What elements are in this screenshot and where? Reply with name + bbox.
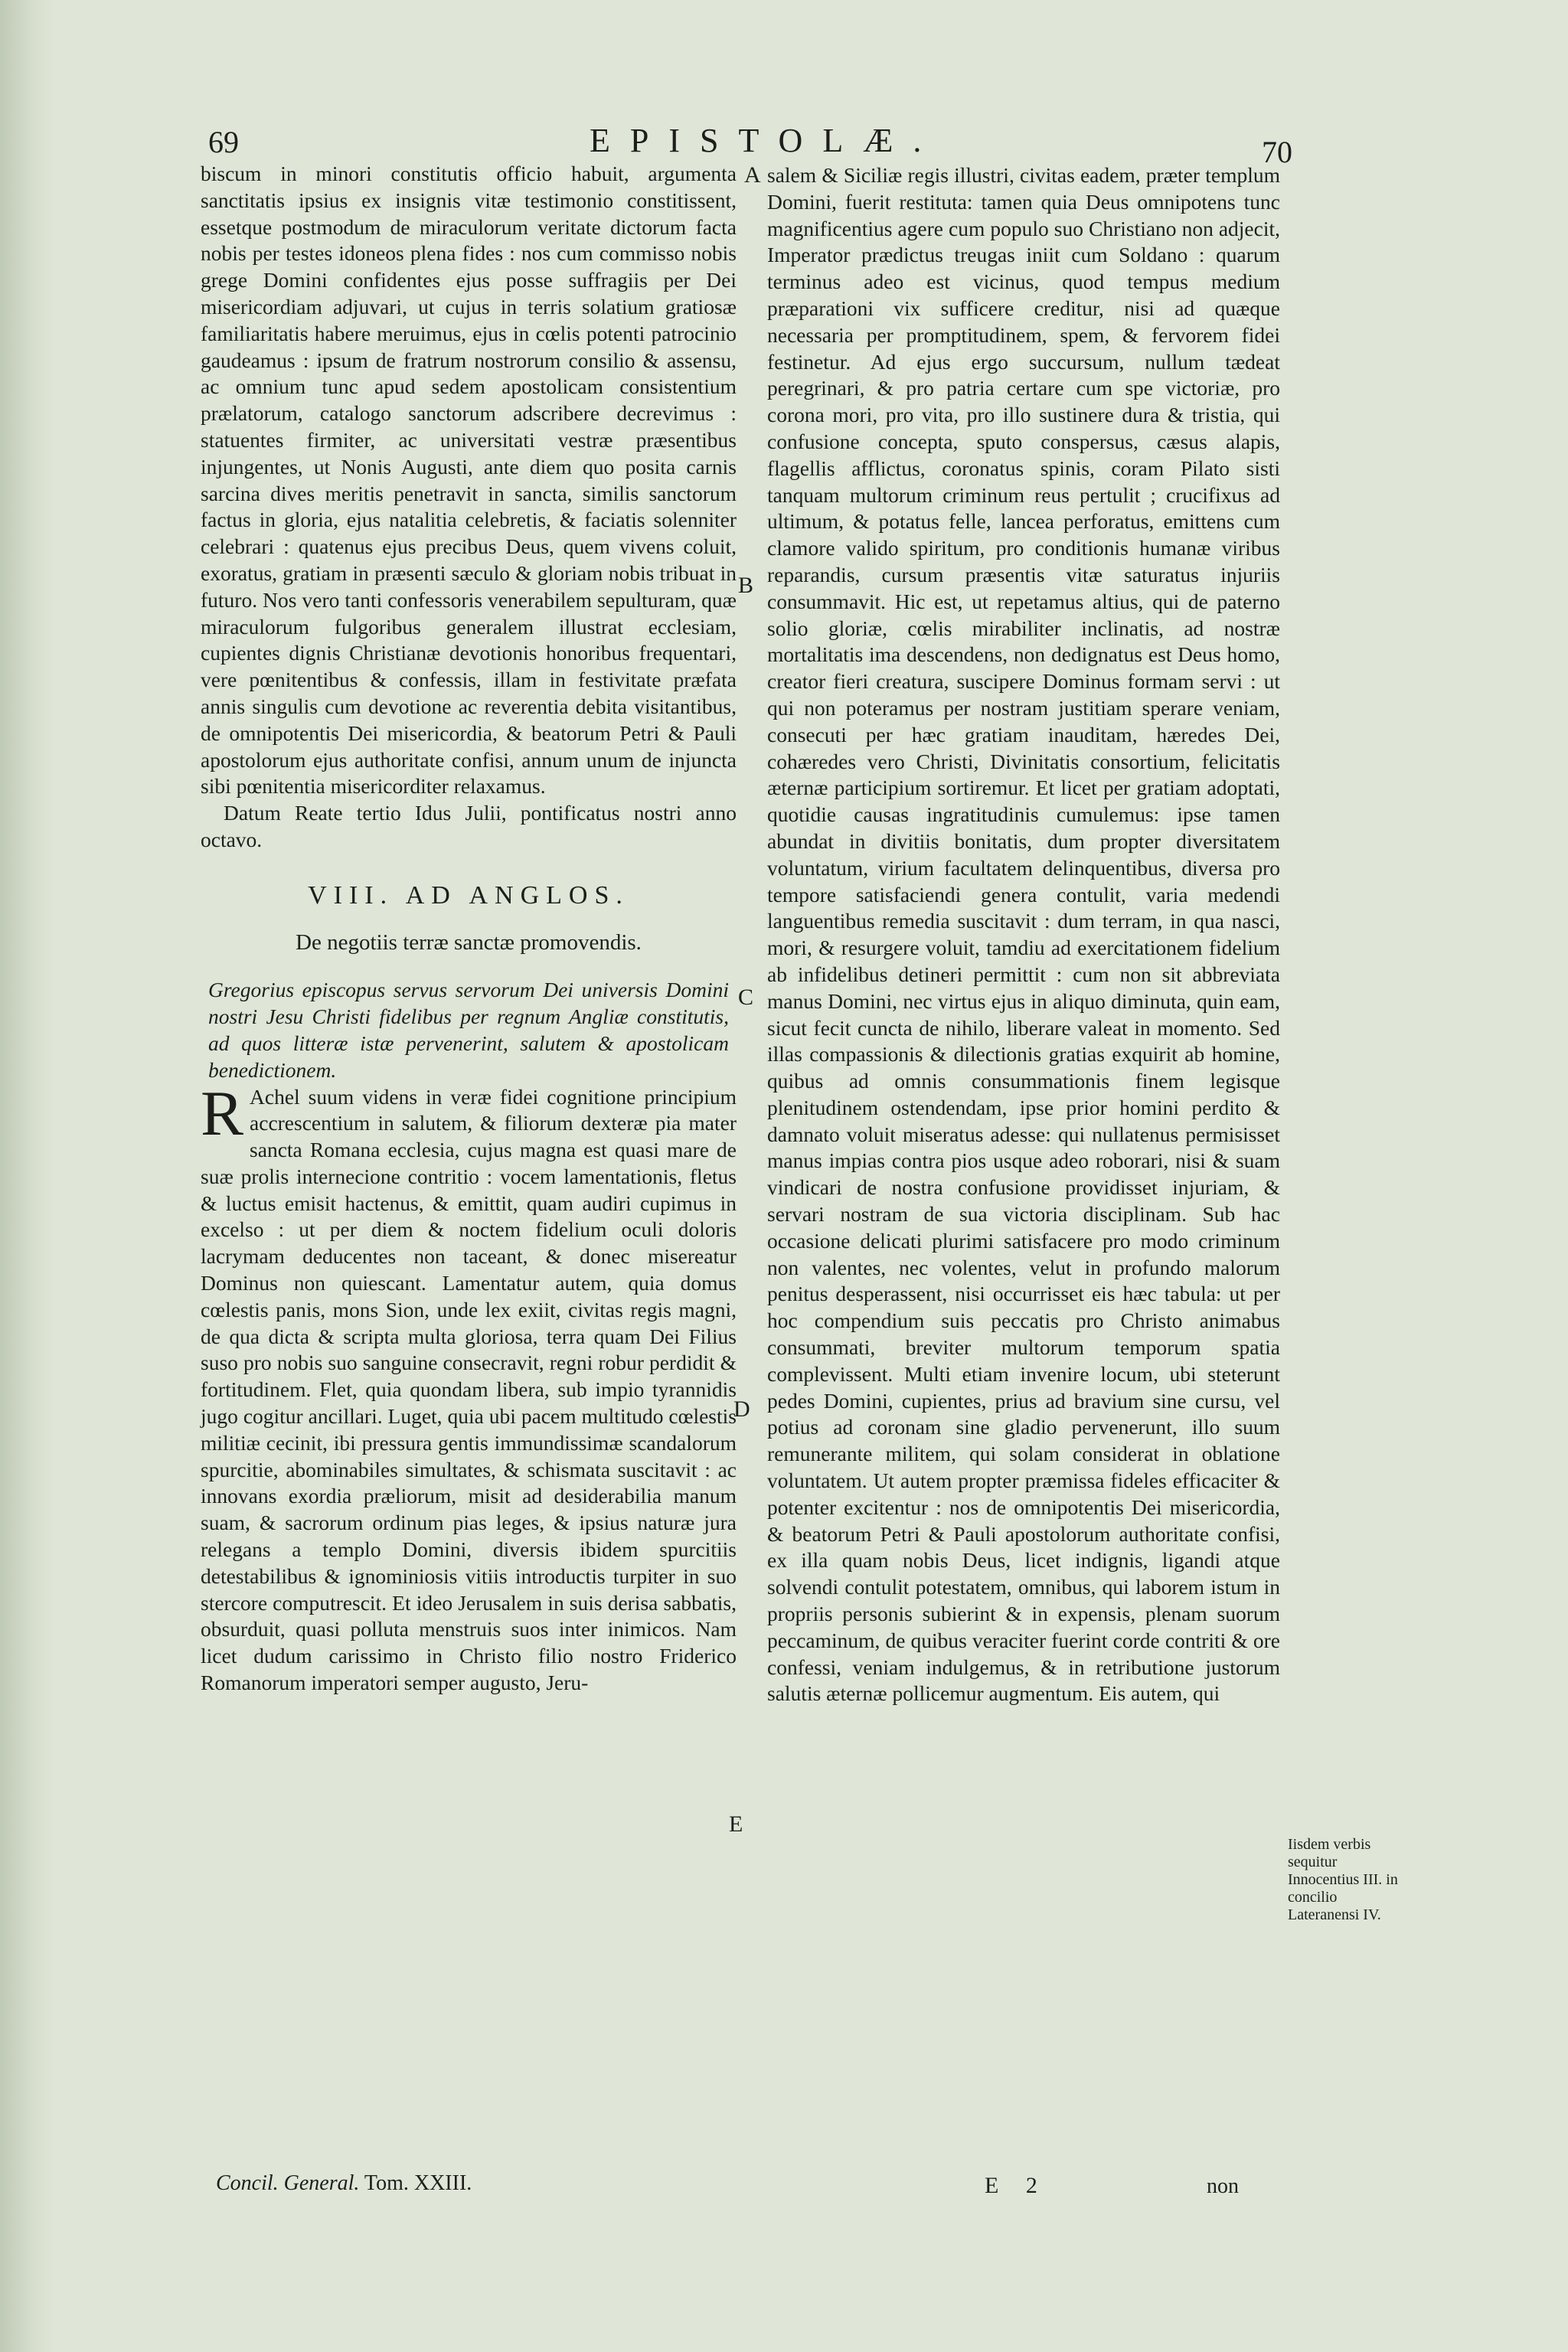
signature-mark: E 2 xyxy=(985,2173,1048,2198)
article-subheading: De negotiis terræ sanctæ promovendis. xyxy=(296,929,642,955)
footer-concil: Concil. General. xyxy=(216,2171,360,2195)
right-column xyxy=(767,162,1280,1707)
footer-tom: Tom. XXIII. xyxy=(364,2171,472,2195)
section-mark-a: A xyxy=(744,162,761,188)
section-mark-d: D xyxy=(733,1396,750,1422)
page-number-right: 70 xyxy=(1262,135,1292,169)
page-number-left: 69 xyxy=(208,125,239,159)
section-mark-c: C xyxy=(738,985,754,1010)
page-binding-shadow xyxy=(0,0,54,2352)
left-column-paragraph: biscum in minori constitutis officio habuit, argumenta sanctitatis ipsius ex insignis vitæ testimonio constitissent, essetque postmodum de miraculorum veritate dictorum facta nobis per testes idoneos plena fides : nos cum commisso nobis grege Domini confidentes ejus posse suffragiis per Dei misericordiam adjuvari, ut cujus in terris solatium gratiosæ familiaritatis habere meruimus, ejus in cœlis potenti patrocinio gaudeamus : ipsum de fratrum nostrorum consilio & assensu, ac omnium tunc apud sedem apostolicam consistentium prælatorum, catalogo sanctorum adscribere decrevimus : statuentes firmiter, ac universitati vestræ præsentibus injungentes, ut Nonis Augusti, ante diem quo posita carnis sarcina dives meritis penetravit in sancta, similis sanctorum factus in gloria, ejus natalitia celebretis, & faciatis solenniter celebrari : quatenus ejus precibus Deus, quem vivens coluit, exoratus, gratiam in præsenti sæculo & gloriam nobis tribuat in futuro. Nos vero tanti confessoris venerabilem sepulturam, quæ miraculorum fulgoribus generalem illustrat ecclesiam, cupientes dignis Christianæ devotionis honoribus frequentari, vere pœnitentibus & confessis, illam in festivitate præfata annis singulis cum devotione ac reverentia debita visitantibus, de omnipotentis Dei misericordia, & beatorum Petri & Pauli apostolorum ejus authoritate confisi, annum unum de injuncta sibi pœnitentia misericorditer relaxamus. xyxy=(201,162,737,799)
catchword: non xyxy=(1207,2174,1239,2198)
margin-note: Iisdem verbis sequitur Innocentius III. in concilio Lateranensi IV. xyxy=(1288,1836,1398,1923)
right-column-text: salem & Siciliæ regis illustri, civitas eadem, præter templum Domini, fuerit restituta: tamen quia Deus omnipotens tunc magnificentius agere cum populo suo Christiano non adjecit, Imperator prædictus treugas iniit cum Soldano : quarum terminus adeo est vicinus, quod tempus medium præparationi vix sufficere creditur, nisi ad quæque necessaria per promptitudinem, spem, & fervorem fidei festinetur. Ad ejus ergo succursum, nullum tædeat peregrinari, & pro patria certare cum spe victoriæ, pro corona mori, pro vita, pro illo sustinere dura & tristia, qui confusione concepta, sputo conspersus, cæsus alapis, flagellis afflictus, coronatus spinis, coram Pilato sisti tanquam multorum criminum reus pertulit ; crucifixus ad ultimum, & potatus felle, lancea perforatus, emittens cum clamore valido spiritum, pro conditionis humanæ viribus reparandis, cursum præsentis vitæ saturatus injuriis consummavit. Hic est, ut repetamus altius, qui de paterno solio gloriæ, cœlis mirabiliter inclinatis, ad nostræ mortalitatis ima descendens, non dedignatus est Deus homo, creator fieri creatura, suscipere Dominus formam servi : ut qui non poteramus per nostram justitiam sperare veniam, consecuti per hæc gratiam inauditam, hæredes Dei, cohæredes vero Christi, Divinitatis consortium, felicitatis æternæ participium sortiremur. Et licet per gratiam adoptati, quotidie causas ingratitudinis cumulemus: ipse tamen abundat in divitiis bonitatis, dum propter diversitatem voluntatum, virium facultatem delinquentibus, diversa pro tempore satisfaciendi genera contulit, varia medendi languentibus remedia suscitavit : dum terram, in qua nasci, mori, & resurgere voluit, tamdiu ad exercitationem fidelium ab infidelibus detineri permittit : cum non sit abbreviata manus Domini, nec virtus ejus in aliquo diminuta, quin eam, sicut fecit cuncta de nihilo, liberare valeat in momento. Sed illas compassionis & dilectionis gratias exquirit ab homine, quibus ad omnis consummationis finem legisque plenitudinem ostendendam, ipse prior homini perdito & damnato voluit miseratus adesse: qui nullatenus permisisset manus impias contra pios usque adeo roborari, nisi & suam vindicari de nostra confusione providisset injuriam, & servari nostram de sua victoria disciplinam. Sub hac occasione delicati plurimi satisfacere pro modo criminum non valentes, nec volentes, velut in profundo malorum penitus desperassent, nisi occurrisset eis hæc tabula: ut per hoc compendium suis peccatis pro Christo animabus consummati, breviter multorum temporum spatia complevissent. Multi etiam invenire locum, ubi steterunt pedes Domini, cupientes, prius ad bravium sine cursu, vel potius ad coronam sine gladio pervenerunt, illo suum remunerante militem, qui solam considerat in oblatione voluntatem. Ut autem propter præmissa fideles efficaciter & potenter excitentur : nos de omnipotentis Dei misericordia, & beatorum Petri & Pauli apostolorum authoritate confisi, ex illa quam nobis Deus, licet indignis, ligandi atque solvendi contulit potestatem, omnibus, qui laborem istum in propriis personis subierint & in expensis, plenam suorum peccaminum, de quibus veraciter fuerint corde contriti & ore confessi, veniam indulgemus, & in retributione justorum salutis æternæ pollicemur augmentum. Eis autem, qui xyxy=(767,163,1280,1706)
drop-cap: R xyxy=(201,1077,244,1149)
datum-line: Datum Reate tertio Idus Julii, pontificatus nostri anno octavo. xyxy=(201,801,737,851)
letter-body-text: Achel suum videns in veræ fidei cognitione principium accrescentium in salutem, & filiorum dexteræ pia mater sancta Romana ecclesia, cujus magna est quasi mare de suæ prolis internecione contritio : vocem lamentationis, fletus & luctus emisit hactenus, & emittit, quam audiri cupimus in excelso : ut per diem & noctem fidelium oculi doloris lacrymam deducentes non taceant, & donec misereatur Dominus non quiescant. Lamentatur autem, quia domus cœlestis panis, mons Sion, unde lex exiit, civitas regis magni, de qua dicta & scripta multa gloriosa, terra quam Dei Filius suso pro nobis suo sanguine consecravit, regni robur perdidit & fortitudinem. Flet, quia quondam libera, sub impio tyrannidis jugo cogitur ancillari. Luget, quia ubi pacem multitudo cœlestis militiæ cecinit, ibi pressura gentis immundissimæ scandalorum spurcitie, abominabiles simultates, & schismata suscitavit : ac innovans exordia præliorum, misit ad desiderabilia manum suam, & sacrorum ordinum pias leges, & ipsius naturæ jura relegans a templo Domini, diversis ibidem spurcitiis detestabilibus & ignominiosis vitiis introductis turpiter in suo stercore computrescit. Et ideo Jerusalem in suis derisa sabbatis, obsurduit, quasi polluta menstruis suos inter inimicos. Nam licet dudum carissimo in Christo filio nostro Friderico Romanorum imperatori semper augusto, Jeru- xyxy=(201,1084,737,1695)
article-heading: VIII. AD ANGLOS. xyxy=(308,880,629,910)
left-column xyxy=(201,161,737,1697)
running-title: EPISTOLÆ. xyxy=(590,122,942,159)
salutation: Gregorius episcopus servus servorum Dei universis Domini nostri Jesu Christi fidelibus per regnum Angliæ constitutis, ad quos litteræ istæ pervenerint, salutem & apostolicam benedictionem. xyxy=(208,978,729,1082)
footer-volume xyxy=(216,2171,472,2196)
letter-body-start xyxy=(201,1077,737,1697)
section-mark-e: E xyxy=(729,1811,743,1837)
section-mark-b: B xyxy=(738,573,754,598)
